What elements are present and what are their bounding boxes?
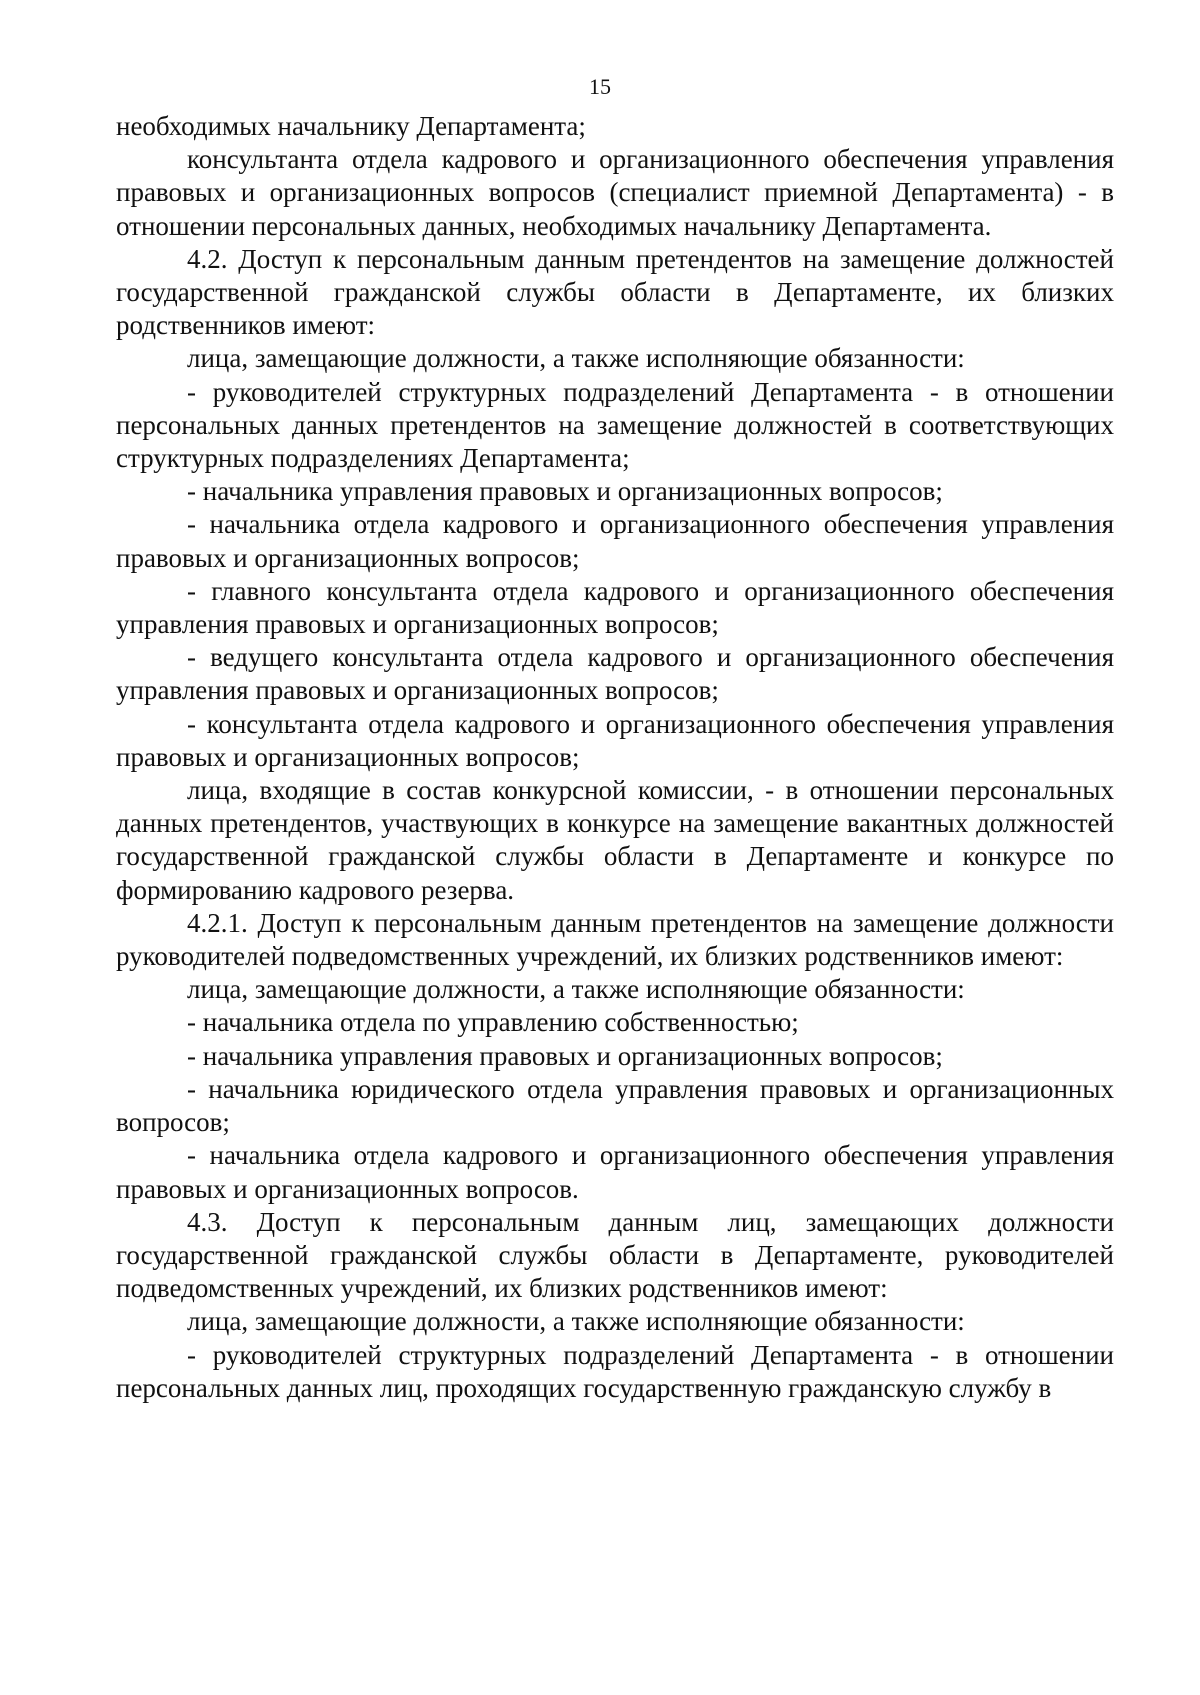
- paragraph: - начальника управления правовых и организационных вопросов;: [187, 1040, 943, 1071]
- paragraph: - начальника отдела по управлению собственностью;: [187, 1007, 799, 1038]
- paragraph: - консультанта отдела кадрового и организационного обеспечения управления правовых и организационных вопросов;: [116, 708, 1114, 772]
- paragraph: - начальника отдела кадрового и организационного обеспечения управления правовых и организационных вопросов.: [116, 1140, 1114, 1204]
- paragraph: 4.3. Доступ к персональным данным лиц, замещающих должности государственной гражданской службы области в Департаменте, руководителей подведомственных учреждений, их близких родственников имеют:: [116, 1206, 1114, 1304]
- paragraph: консультанта отдела кадрового и организационного обеспечения управления правовых и организационных вопросов (специалист приемной Департамента) - в отношении персональных данных, необходимых начальнику Департамента.: [116, 144, 1114, 241]
- paragraph: лица, замещающие должности, а также исполняющие обязанности:: [187, 974, 965, 1005]
- page-number: 15: [589, 74, 611, 99]
- paragraph: - руководителей структурных подразделений Департамента - в отношении персональных данных лиц, проходящих государственную гражданскую службу в: [116, 1339, 1114, 1403]
- document-body: [116, 110, 1114, 1405]
- paragraph: лица, замещающие должности, а также исполняющие обязанности:: [187, 1306, 965, 1337]
- paragraph: - начальника отдела кадрового и организационного обеспечения управления правовых и организационных вопросов;: [116, 509, 1114, 573]
- paragraph: - ведущего консультанта отдела кадрового и организационного обеспечения управления правовых и организационных вопросов;: [116, 642, 1114, 706]
- paragraph: - главного консультанта отдела кадрового и организационного обеспечения управления правовых и организационных вопросов;: [116, 575, 1114, 640]
- paragraph: необходимых начальнику Департамента;: [116, 111, 586, 141]
- paragraph: 4.2.1. Доступ к персональным данным претендентов на замещение должности руководителей подведомственных учреждений, их близких родственников имеют:: [116, 907, 1114, 972]
- paragraph: лица, входящие в состав конкурсной комиссии, - в отношении персональных данных претендентов, участвующих в конкурсе на замещение вакантных должностей государственной гражданской службы области в Департаменте и конкурсе по формированию кадрового резерва.: [116, 775, 1114, 905]
- paragraph: 4.2. Доступ к персональным данным претендентов на замещение должностей государственной гражданской службы области в Департаменте, их близких родственников имеют:: [116, 243, 1114, 341]
- paragraph: - начальника управления правовых и организационных вопросов;: [187, 476, 943, 507]
- paragraph: - руководителей структурных подразделений Департамента - в отношении персональных данных претендентов на замещение должностей в соответствующих структурных подразделениях Департамента;: [116, 376, 1114, 474]
- paragraph: - начальника юридического отдела управления правовых и организационных вопросов;: [116, 1073, 1114, 1138]
- paragraph: лица, замещающие должности, а также исполняющие обязанности:: [187, 343, 965, 374]
